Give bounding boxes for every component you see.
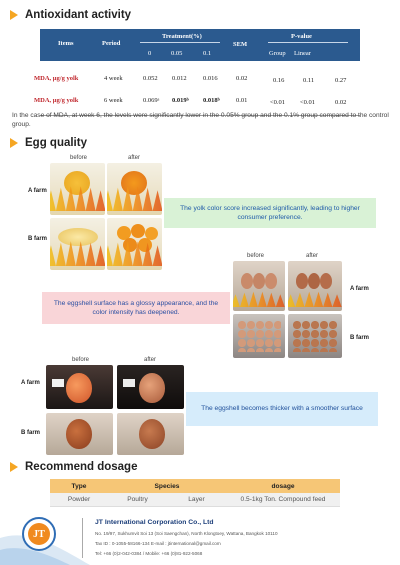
table-row: MDA, µg/g yolk 6 week 0.069ᵃ 0.019ᵇ 0.018ᵇ 0.01 <0.01 <0.01 0.02 [34, 97, 347, 106]
p-group: Group [269, 50, 286, 57]
callout-yolk: The yolk color score increased significantly, leading to higher consumer preference. [164, 198, 376, 228]
photo-a-before [46, 365, 113, 409]
table-row: MDA, µg/g yolk 4 week 0.052 0.012 0.016 0.02 0.16 0.11 0.27 [34, 75, 347, 84]
caption-before: before [72, 357, 90, 363]
triangle-bullet-icon [10, 138, 18, 148]
footer-wave [0, 508, 400, 565]
label-b-farm: B farm [350, 335, 370, 341]
triangle-bullet-icon [10, 10, 18, 20]
dosage-table-header: Type Species dosage [50, 479, 340, 493]
callout-shell-gloss: The eggshell surface has a glossy appearance, and the color intensity has deepened. [42, 292, 230, 324]
photo-b-before [46, 413, 113, 455]
callout-shell-thick: The eggshell becomes thicker with a smoother surface [186, 392, 378, 426]
triangle-bullet-icon [10, 462, 18, 472]
mda-paragraph: In the case of MDA, at week 6, the levels were significantly lower in the 0.05% group and the 0.1% group compared to the control group. [12, 112, 389, 128]
label-a-farm: A farm [21, 380, 40, 386]
section-title: Egg quality [25, 137, 87, 149]
treat-01: 0.1 [203, 50, 212, 57]
mda-table-header [40, 29, 360, 61]
treat-005: 0.05 [171, 50, 183, 57]
caption-before: before [247, 253, 265, 259]
photo-a-after [107, 163, 162, 215]
photo-b-before [233, 314, 285, 358]
caption-after: after [144, 357, 157, 363]
col-items: Items [58, 40, 74, 47]
logo-mark: JT [28, 523, 50, 545]
photo-b-after [288, 314, 342, 358]
divider [82, 518, 83, 558]
table-row: Powder Poultry Layer 0.5-1kg Ton. Compound feed [50, 493, 340, 507]
dosage-table [50, 479, 340, 507]
photo-a-before [233, 261, 285, 311]
p-linear: Linear [294, 50, 311, 57]
label-b-farm: B farm [21, 430, 41, 436]
caption-after: after [306, 253, 319, 259]
label-a-farm: A farm [28, 188, 47, 194]
photo-a-before [50, 163, 105, 215]
col-treatment: Treatment(%) [162, 33, 202, 40]
section-dosage [10, 461, 137, 473]
caption-after: after [128, 155, 141, 161]
caption-before: before [70, 155, 88, 161]
company-logo [22, 517, 56, 551]
company-name: JT International Corporation Co., Ltd [95, 519, 214, 526]
photo-b-after [107, 218, 162, 270]
photo-b-after [117, 413, 184, 455]
label-b-farm: B farm [28, 236, 48, 242]
photo-b-before [50, 218, 105, 270]
section-egg-quality [10, 137, 87, 149]
section-antioxidant [10, 9, 131, 21]
company-address: No. 19/97, Sukhumvit Soi 13 (Soi Saengchan), North Klongtoey, Wattana, Bangkok 10110 [95, 531, 278, 536]
section-title: Recommend dosage [25, 461, 138, 473]
col-pvalue: P-value [291, 33, 312, 40]
treat-0: 0 [148, 50, 152, 57]
photo-a-after [288, 261, 342, 311]
photo-a-after [117, 365, 184, 409]
mda-table [34, 29, 360, 116]
col-sem: SEM [233, 41, 248, 48]
section-title: Antioxidant activity [25, 9, 132, 21]
label-a-farm: A farm [350, 286, 369, 292]
company-tax-email: Tax ID : 0-1055-58166-134 E-mail : jtinternational@gmail.com [95, 541, 221, 546]
col-period: Period [102, 40, 121, 47]
company-tel: Tel: +66 (0)2-042-0384 / Mobile: +66 (0)81-922-5068 [95, 551, 203, 556]
